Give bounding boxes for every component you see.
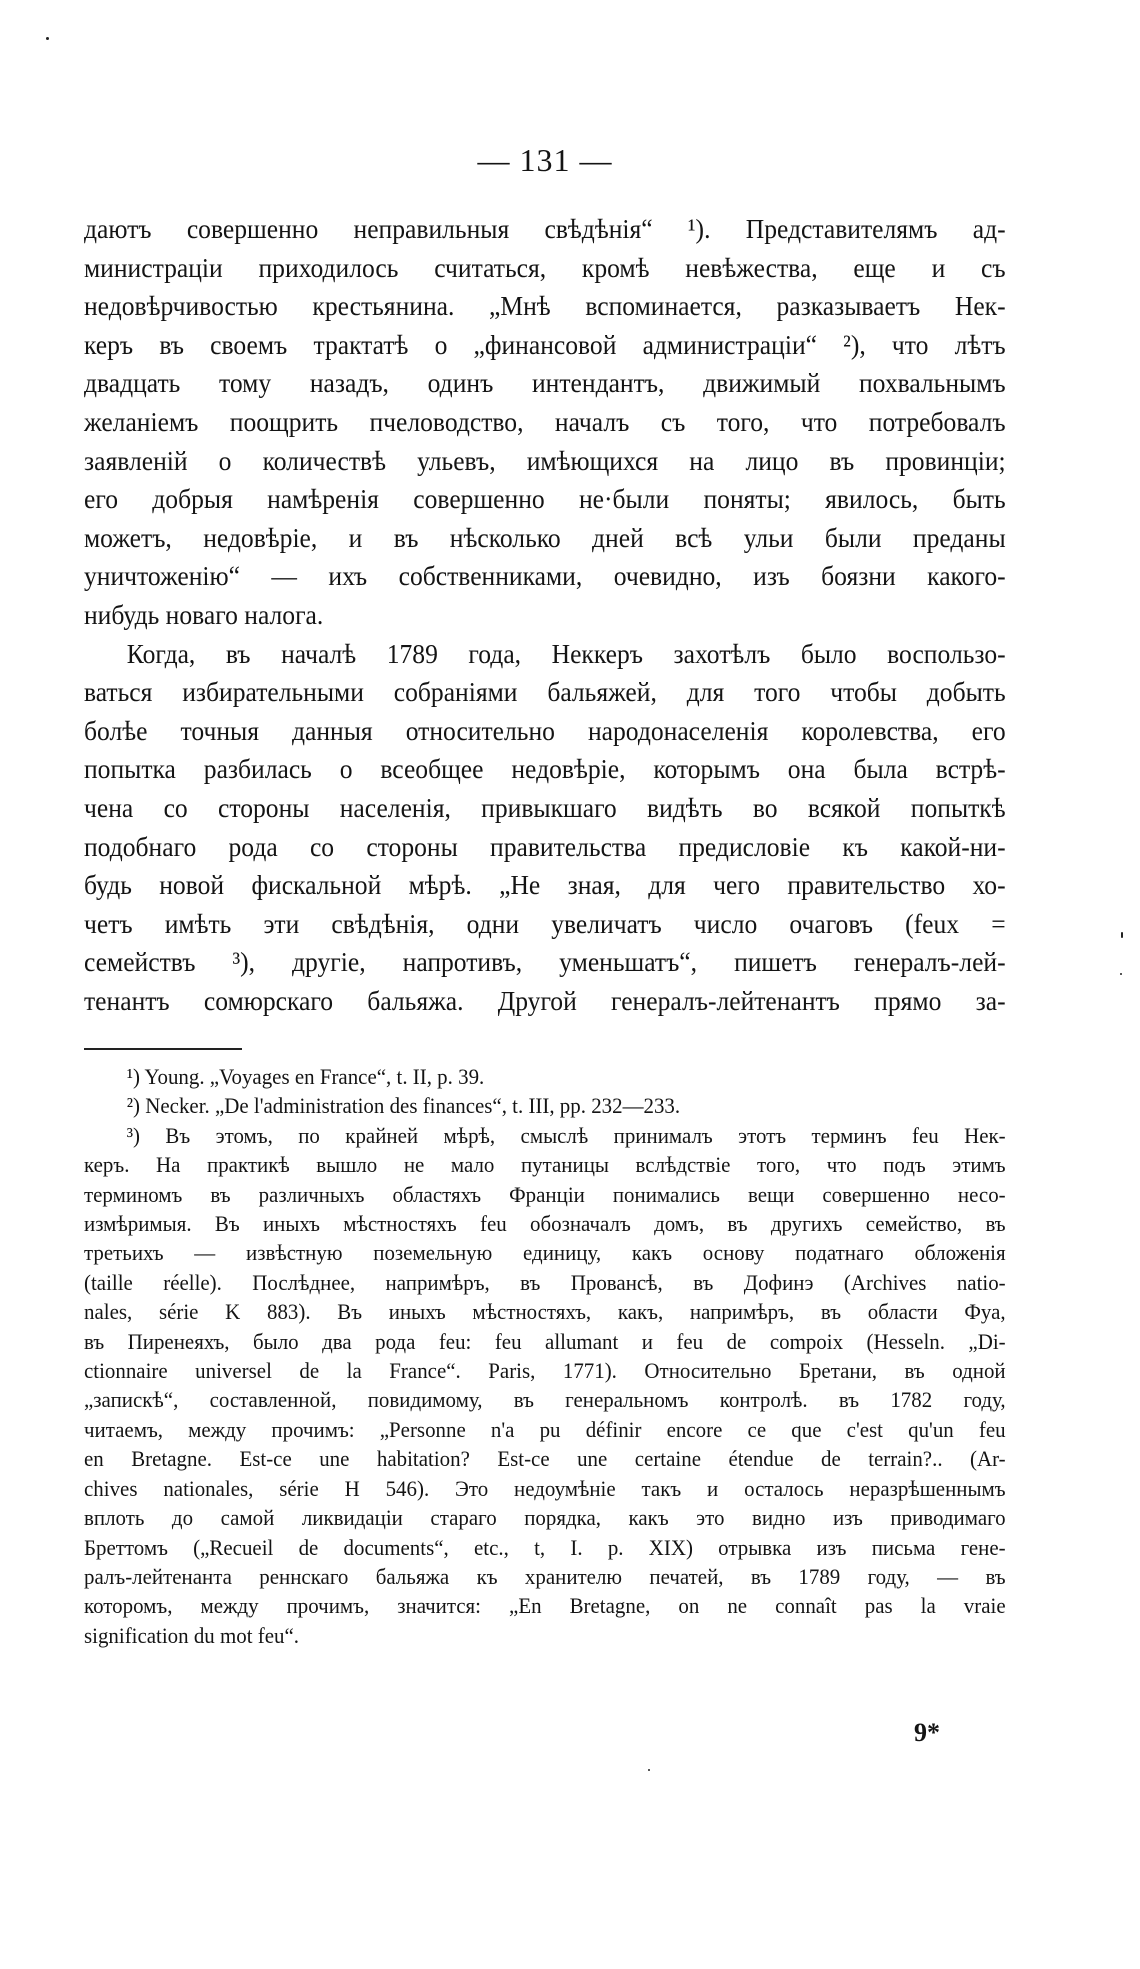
- footnotes: [84, 1062, 1006, 1650]
- footnote-line: Бреттомъ („Recueil de documents“, etc., t, I. p. XIX) отрывка изъ письма гене-: [84, 1534, 1006, 1560]
- footnote-separator-rule: [84, 1048, 242, 1050]
- text-line: заявленій о количествѣ ульевъ, имѣющихся на лицо въ провинціи;: [84, 444, 1006, 476]
- footnote-2: [84, 1091, 1006, 1120]
- footnote-line: ралъ-лейтенанта реннскаго бальяжа къ хранителю печатей, въ 1789 году, — въ: [84, 1563, 1006, 1589]
- text-line: уничтоженію“ — ихъ собственниками, очевидно, изъ боязни какого-: [84, 560, 1006, 592]
- scan-speck: [46, 37, 49, 40]
- footnote-line: керъ. На практикѣ вышло не мало путаницы вслѣдствіе того, что подъ этимъ: [84, 1152, 1006, 1178]
- text-line: семействъ ³), другіе, напротивъ, уменьшатъ“, пишетъ генералъ-лей-: [84, 946, 1006, 978]
- scan-speck: [1120, 973, 1122, 975]
- page-number: — 131 —: [477, 142, 613, 178]
- text-line: чена со стороны населенія, привыкшаго видѣть во всякой попыткѣ: [84, 791, 1006, 823]
- footnote-line: (taille réelle). Послѣднее, напримѣръ, въ Провансѣ, въ Дофинэ (Archives natio-: [84, 1269, 1006, 1295]
- footnote-line: третьихъ — извѣстную поземельную единицу, какъ основу податнаго обложенія: [84, 1240, 1006, 1266]
- text-line: Когда, въ началѣ 1789 года, Неккеръ захотѣлъ было воспользо-: [126, 637, 1006, 669]
- text-line: подобнаго рода со стороны правительства предисловіе къ какой-ни-: [84, 830, 1006, 862]
- footnote-line: ¹) Young. „Voyages en France“, t. II, p. 39.: [126, 1064, 485, 1089]
- footnote-line: терминомъ въ различныхъ областяхъ Франціи понимались вещи совершенно несо-: [84, 1181, 1006, 1207]
- footnote-line: измѣримыя. Въ иныхъ мѣстностяхъ feu обозначалъ домъ, въ другихъ семейство, въ: [84, 1211, 1006, 1237]
- text-line: четъ имѣть эти свѣдѣнія, одни увеличатъ число очаговъ (feux =: [84, 907, 1006, 939]
- text-line: ваться избирательными собраніями бальяжей, для того чтобы добыть: [84, 676, 1006, 708]
- text-line: нибудь новаго налога.: [84, 598, 324, 630]
- text-line: даютъ совершенно неправильныя свѣдѣнія“ ¹). Представителямъ ад-: [84, 213, 1006, 244]
- footnote-line: chives nationales, série H 546). Это недоумѣніе такъ и осталось неразрѣшеннымъ: [84, 1475, 1006, 1501]
- text-line: болѣе точныя данныя относительно народонаселенія королевства, его: [84, 714, 1006, 746]
- text-line: желаніемъ поощрить пчеловодство, началъ съ того, что потребовалъ: [84, 405, 1006, 437]
- paragraph-1: [84, 210, 1006, 635]
- footnote-line: en Bretagne. Est-ce une habitation? Est-ce une certaine étendue de terrain?.. (Ar-: [84, 1446, 1006, 1472]
- footnote-line: ²) Necker. „De l'administration des finances“, t. III, pp. 232—233.: [126, 1093, 681, 1119]
- scan-speck: [1121, 932, 1123, 938]
- text-line: попытка разбилась о всеобщее недовѣріе, которымъ она была встрѣ-: [84, 753, 1006, 785]
- text-line: его добрыя намѣренія совершенно не·были поняты; явилось, быть: [84, 483, 1006, 515]
- text-line: будь новой фискальной мѣрѣ. „Не зная, для чего правительство хо-: [84, 869, 1006, 901]
- footnote-line: ctionnaire universel de la France“. Paris, 1771). Относительно Бретани, въ одной: [84, 1358, 1006, 1384]
- footnote-line: nales, série K 883). Въ иныхъ мѣстностяхъ, какъ, напримѣръ, въ области Фуа,: [84, 1299, 1006, 1325]
- footnote-line: вплоть до самой ликвидаціи стараго порядка, какъ это видно изъ приводимаго: [84, 1505, 1006, 1531]
- footnote-3: [84, 1121, 1006, 1650]
- text-line: керъ въ своемъ трактатѣ о „финансовой администраціи“ ²), что лѣтъ: [84, 328, 1006, 360]
- main-text: [84, 210, 1006, 1020]
- footnote-line: ³) Въ этомъ, по крайней мѣрѣ, смыслѣ принималъ этотъ терминъ feu Нек-: [126, 1122, 1006, 1148]
- footnote-line: которомъ, между прочимъ, значится: „En Bretagne, on ne connaît pas la vraie: [84, 1593, 1006, 1619]
- text-line: можетъ, недовѣріе, и въ нѣсколько дней всѣ ульи были преданы: [84, 521, 1006, 553]
- footnote-line: въ Пиренеяхъ, было два рода feu: feu allumant и feu de compoix (Hesseln. „Di-: [84, 1328, 1006, 1354]
- text-line: министраціи приходилось считаться, кромѣ невѣжества, еще и съ: [84, 251, 1006, 283]
- scan-speck: [648, 1769, 650, 1771]
- text-line: двадцать тому назадъ, одинъ интендантъ, движимый похвальнымъ: [84, 367, 1006, 399]
- footnote-line: читаемъ, между прочимъ: „Personne n'a pu définir encore ce que c'est qu'un feu: [84, 1416, 1006, 1442]
- footnote-line: signification du mot feu“.: [84, 1622, 300, 1648]
- paragraph-2: [84, 635, 1006, 1021]
- footnote-1: [84, 1062, 1006, 1091]
- footnote-line: „запискѣ“, составленной, повидимому, въ генеральномъ контролѣ. въ 1782 году,: [84, 1387, 1006, 1413]
- signature-mark: 9*: [914, 1718, 940, 1747]
- text-line: недовѣрчивостью крестьянина. „Мнѣ вспоминается, разказываетъ Нек-: [84, 290, 1006, 322]
- text-line: тенантъ сомюрскаго бальяжа. Другой генералъ-лейтенантъ прямо за-: [84, 984, 1006, 1016]
